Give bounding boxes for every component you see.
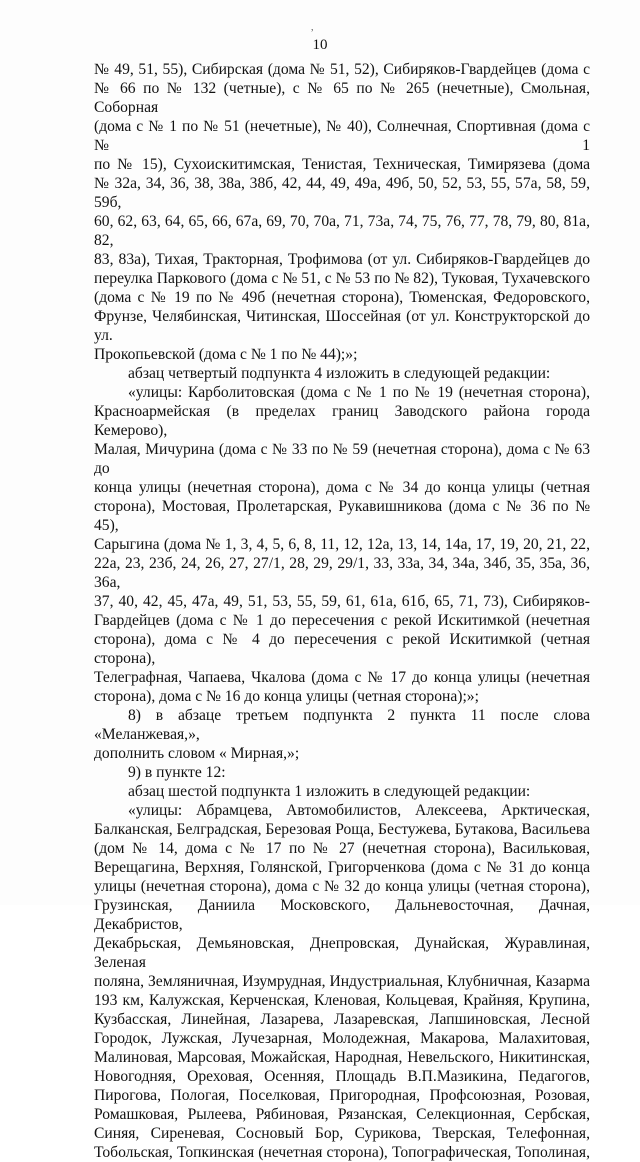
text-line: 193 км, Калужская, Керченская, Кленовая, Кольцевая, Крайняя, Крупина, (94, 992, 590, 1009)
text-line: № 32а, 34, 36, 38, 38а, 38б, 42, 44, 49, 49а, 49б, 50, 52, 53, 55, 57а, 58, 59, 59б, (94, 175, 590, 211)
text-line: Телеграфная, Чапаева, Чкалова (дома с № 17 до конца улицы (нечетная (94, 669, 590, 686)
text-line: № 66 по № 132 (четные), с № 65 по № 265 (нечетные), Смольная, Соборная (94, 80, 590, 116)
text-line: сторона), дома с № 16 до конца улицы (четная сторона);»; (94, 688, 479, 705)
text-line: (дом № 14, дома с № 17 по № 27 (нечетная сторона), Васильковая, (94, 840, 590, 857)
text-line: Городок, Лужская, Лучезарная, Молодежная, Макарова, Малахитовая, (94, 1030, 590, 1047)
text-line: сторона), Мостовая, Пролетарская, Рукавишникова (дома с № 36 по № 45), (94, 498, 590, 534)
text-line: № 49, 51, 55), Сибирская (дома № 51, 52), Сибиряков-Гвардейцев (дома с (94, 61, 590, 78)
text-line: Новогодняя, Ореховая, Осенняя, Площадь В.П.Мазикина, Педагогов, (94, 1068, 590, 1085)
text-line: Красноармейская (в пределах границ Заводского района города Кемерово), (94, 403, 590, 439)
text-line: Ромашковая, Рылеева, Рябиновая, Рязанская, Селекционная, Сербская, (94, 1106, 590, 1123)
text-line: (дома с № 19 по № 49б (нечетная сторона), Тюменская, Федоровского, (94, 289, 590, 306)
text-line: Верещагина, Верхняя, Голянской, Григорченкова (дома с № 31 до конца (94, 859, 590, 876)
text-line: Малиновая, Марсовая, Можайская, Народная, Невельского, Никитинская, (94, 1049, 590, 1066)
text-line: Фрунзе, Челябинская, Читинская, Шоссейная (от ул. Конструкторской до ул. (94, 308, 590, 344)
text-line: 22а, 23, 23б, 24, 26, 27, 27/1, 28, 29, 29/1, 33, 33а, 34, 34а, 34б, 35, 35а, 36, 36а, (94, 555, 590, 591)
text-line: Тобольская, Топкинская (нечетная сторона), Топографическая, Тополиная, (94, 1144, 590, 1161)
text-line: улицы (нечетная сторона), дома с № 32 до конца улицы (четная сторона), (94, 878, 590, 895)
text-line: 8) в абзаце третьем подпункта 2 пункта 11 после слова «Меланжевая,», (94, 707, 590, 743)
text-line: абзац четвертый подпункта 4 изложить в следующей редакции: (128, 365, 551, 382)
text-line: сторона), дома с № 4 до пересечения с рекой Искитимкой (четная сторона), (94, 631, 590, 667)
text-line: Синяя, Сиреневая, Сосновый Бор, Сурикова, Тверская, Телефонная, (94, 1125, 590, 1142)
text-line: «улицы: Карболитовская (дома с № 1 по № 19 (нечетная сторона), (128, 384, 590, 401)
text-line: 60, 62, 63, 64, 65, 66, 67а, 69, 70, 70а, 71, 73а, 74, 75, 76, 77, 78, 79, 80, 81а, 82, (94, 213, 590, 249)
text-line: «улицы: Абрамцева, Автомобилистов, Алексеева, Арктическая, (128, 802, 590, 819)
text-line: дополнить словом « Мирная,»; (94, 745, 300, 762)
text-line: 83, 83а), Тихая, Тракторная, Трофимова (от ул. Сибиряков-Гвардейцев до (94, 251, 590, 268)
page-number: 10 (312, 37, 328, 53)
text-line: абзац шестой подпункта 1 изложить в следующей редакции: (128, 783, 531, 800)
text-line: Кузбасская, Линейная, Лазарева, Лазаревская, Лапшиновская, Лесной (94, 1011, 590, 1028)
text-line: конца улицы (нечетная сторона), дома с № 34 до конца улицы (четная (94, 479, 590, 496)
scan-mark: , (311, 22, 314, 33)
text-line: переулка Паркового (дома с № 51, с № 53 по № 82), Туковая, Тухачевского (94, 270, 590, 287)
text-line: (дома с № 1 по № 51 (нечетные), № 40), Солнечная, Спортивная (дома с № 1 (94, 118, 590, 154)
text-line: 37, 40, 42, 45, 47а, 49, 51, 53, 55, 59, 61, 61а, 61б, 65, 71, 73), Сибиряков- (94, 593, 590, 610)
text-line: Декабрьская, Демьяновская, Днепровская, Дунайская, Журавлиная, Зеленая (94, 935, 590, 971)
text-line: поляна, Земляничная, Изумрудная, Индустриальная, Клубничная, Казарма (94, 973, 590, 990)
text-line: по № 15), Сухоискитимская, Тенистая, Техническая, Тимирязева (дома (94, 156, 590, 173)
text-line: Пирогова, Пологая, Поселковая, Пригородная, Профсоюзная, Розовая, (94, 1087, 590, 1104)
text-line: Малая, Мичурина (дома с № 33 по № 59 (нечетная сторона), дома с № 63 до (94, 441, 590, 477)
text-line: Гвардейцев (дома с № 1 до пересечения с рекой Искитимкой (нечетная (94, 612, 590, 629)
text-line: Грузинская, Даниила Московского, Дальневосточная, Дачная, Декабристов, (94, 897, 590, 933)
text-line: Балканская, Белградская, Березовая Роща, Бестужева, Бутакова, Васильева (94, 821, 590, 838)
text-line: 9) в пункте 12: (128, 764, 226, 781)
text-line: Прокопьевской (дома с № 1 по № 44);»; (94, 346, 358, 363)
text-line: Сарыгина (дома № 1, 3, 4, 5, 6, 8, 11, 12, 12а, 13, 14, 14а, 17, 19, 20, 21, 22, (94, 536, 590, 553)
document-body (94, 60, 590, 1162)
